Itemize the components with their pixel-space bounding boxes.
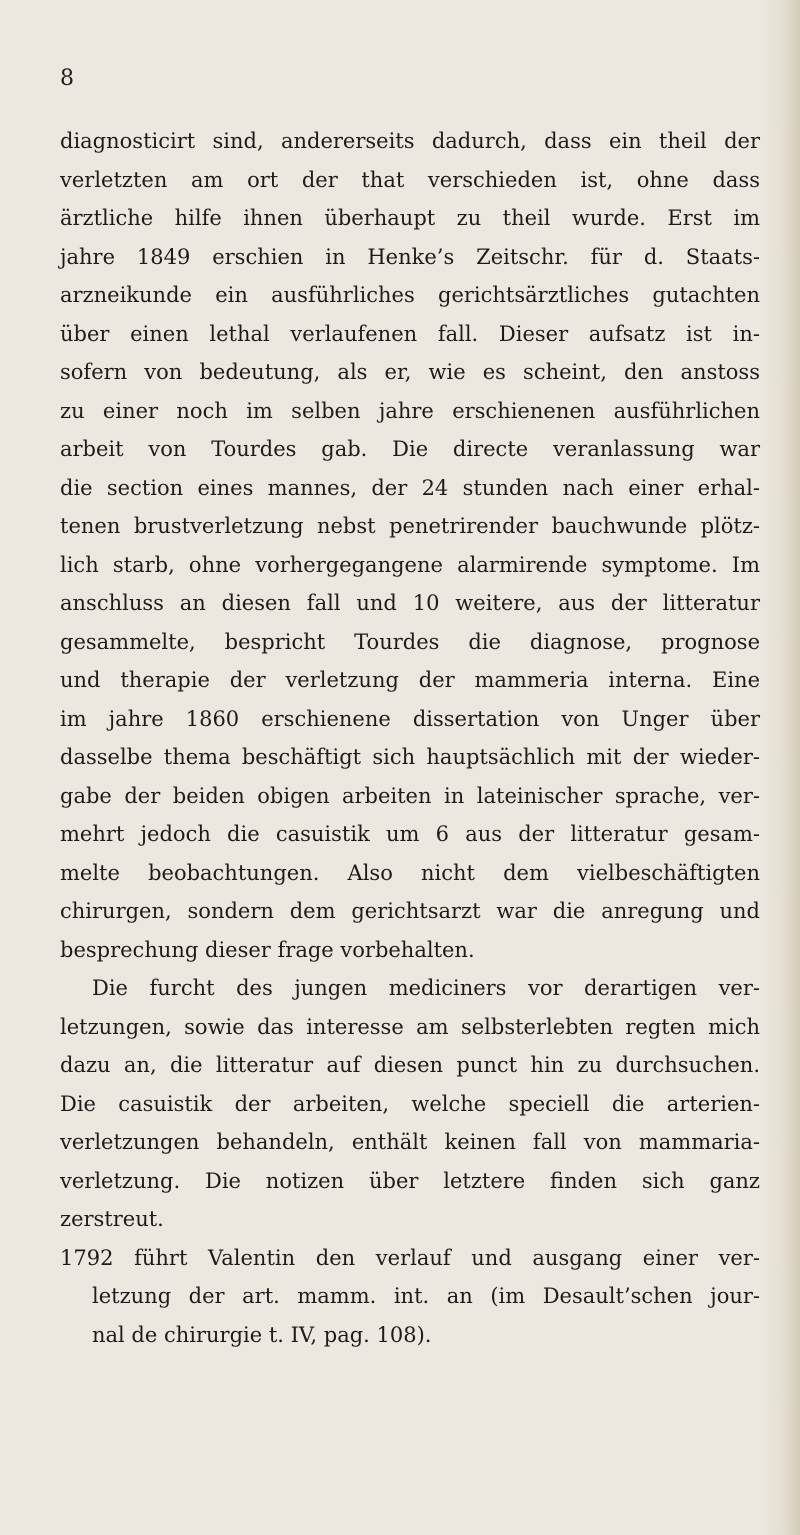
text-line: lich starb, ohne vorhergegangene alarmirende symptome. Im xyxy=(60,552,760,577)
text-line: die section eines mannes, der 24 stunden nach einer erhal- xyxy=(60,475,760,500)
text-line: verletzung. Die notizen über letztere finden sich ganz xyxy=(60,1168,760,1193)
text-line: im jahre 1860 erschienene dissertation von Unger über xyxy=(60,706,760,731)
text-line: mehrt jedoch die casuistik um 6 aus der litteratur gesam- xyxy=(60,822,760,846)
text-line: jahre 1849 erschien in Henke’s Zeitschr. für d. Staats- xyxy=(60,244,760,269)
text-line: Die casuistik der arbeiten, welche speciell die arterien- xyxy=(60,1091,760,1116)
body-text xyxy=(60,122,760,1354)
text-line: diagnosticirt sind, andererseits dadurch, dass ein theil der xyxy=(60,129,760,153)
text-line: arbeit von Tourdes gab. Die directe veranlassung war xyxy=(60,437,760,461)
text-line: tenen brustverletzung nebst penetrirender bauchwunde plötz- xyxy=(60,514,760,538)
text-line: und therapie der verletzung der mammeria interna. Eine xyxy=(60,668,760,692)
text-line: dazu an, die litteratur auf diesen punct hin zu durchsuchen. xyxy=(60,1053,760,1077)
text-line: besprechung dieser frage vorbehalten. xyxy=(60,937,475,962)
text-line: zu einer noch im selben jahre erschienenen ausführlichen xyxy=(60,398,760,423)
text-line: chirurgen, sondern dem gerichtsarzt war die anregung und xyxy=(60,899,760,923)
text-line: über einen lethal verlaufenen fall. Dieser aufsatz ist in- xyxy=(60,321,760,346)
text-line: letzungen, sowie das interesse am selbsterlebten regten mich xyxy=(60,1014,760,1039)
text-line: ärztliche hilfe ihnen überhaupt zu theil wurde. Erst im xyxy=(60,206,760,230)
text-line: dasselbe thema beschäftigt sich hauptsächlich mit der wieder- xyxy=(60,745,760,769)
text-line: arzneikunde ein ausführliches gerichtsärztliches gutachten xyxy=(60,283,760,307)
text-line: zerstreut. xyxy=(60,1207,164,1231)
text-line: verletzten am ort der that verschieden ist, ohne dass xyxy=(60,167,760,192)
text-line: verletzungen behandeln, enthält keinen fall von mammaria- xyxy=(60,1130,760,1154)
text-line: Die furcht des jungen mediciners vor derartigen ver- xyxy=(92,976,760,1000)
text-line: nal de chirurgie t. IV, pag. 108). xyxy=(92,1322,432,1347)
page-number: 8 xyxy=(60,66,74,91)
text-line: anschluss an diesen fall und 10 weitere, aus der litteratur xyxy=(60,591,760,615)
text-line: letzung der art. mamm. int. an (im Desault’schen jour- xyxy=(92,1284,760,1308)
text-line: gesammelte, bespricht Tourdes die diagnose, prognose xyxy=(60,629,760,654)
text-line: gabe der beiden obigen arbeiten in lateinischer sprache, ver- xyxy=(60,783,760,808)
text-line: sofern von bedeutung, als er, wie es scheint, den anstoss xyxy=(60,360,760,384)
text-line: melte beobachtungen. Also nicht dem vielbeschäftigten xyxy=(60,860,760,885)
text-line: 1792 führt Valentin den verlauf und ausgang einer ver- xyxy=(60,1245,760,1270)
